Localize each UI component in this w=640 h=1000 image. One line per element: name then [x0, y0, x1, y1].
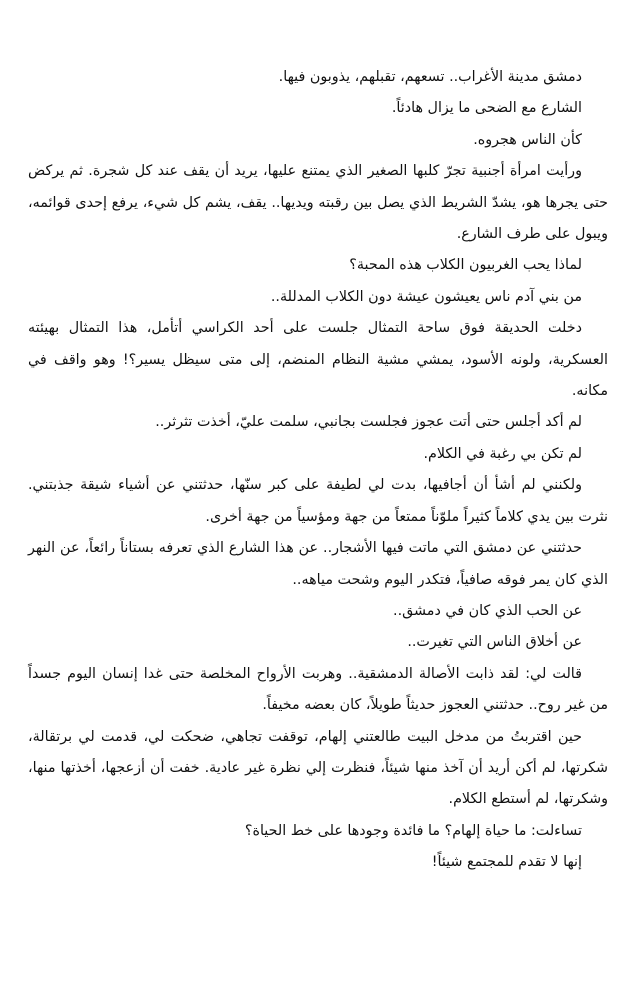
paragraph-16: تساءلت: ما حياة إلهام؟ ما فائدة وجودها على خط الحياة؟: [244, 822, 582, 839]
paragraph-12: عن الحب الذي كان في دمشق..: [393, 602, 582, 619]
paragraph-2: الشارع مع الضحى ما يزال هادئاً.: [391, 100, 582, 117]
paragraph-7: دخلت الحديقة فوق ساحة التمثال جلست على أحد الكراسي أتأمل، هذا التمثال بهيئته العسكرية، ولونه الأسود، يمشي مشية النظام المنضم، إلى متى سيظل يسير؟! وهو واقف في مكانه.: [28, 320, 608, 400]
story-text: [28, 62, 608, 879]
paragraph-13: عن أخلاق الناس التي تغيرت..: [407, 634, 582, 651]
paragraph-9: لم تكن بي رغبة في الكلام.: [423, 445, 582, 462]
paragraph-1: دمشق مدينة الأغراب.. تسعهم، تقبلهم، يذوبون فيها.: [278, 69, 582, 85]
paragraph-15: حين اقتربتُ من مدخل البيت طالعتني إلهام، توقفت تجاهي، ضحكت لي، قدمت لي برتقالة، شكرتها، لم أكن أريد أن آخذ منها شيئاً، فنظرت إلي نظرة غير عادية. خفت أن أزعجها، أخذتها منها، وشكرتها، لم أستطع الكلام.: [28, 728, 608, 808]
paragraph-6: من بني آدم ناس يعيشون عيشة دون الكلاب المدللة..: [270, 288, 582, 305]
paragraph-11: حدثتني عن دمشق التي ماتت فيها الأشجار.. عن هذا الشارع الذي تعرفه بستاناً رائعاً، عن النهر الذي كان يمر فوقه صافياً، فتكدر اليوم وشحت مياهه..: [28, 540, 608, 588]
paragraph-8: لم أكد أجلس حتى أتت عجوز فجلست بجانبي، سلمت عليّ، أخذت تثرثر..: [155, 414, 582, 431]
paragraph-10: ولكنني لم أشأ أن أجافيها، بدت لي لطيفة على كبر سنّها، حدثتني عن أشياء شيقة جذبتني. نثرت بين يدي كلاماً كثيراً ملوّناً ممتعاً من جهة ومؤسياً من جهة أخرى.: [28, 477, 608, 525]
paragraph-5: لماذا يحب الغربيون الكلاب هذه المحبة؟: [349, 257, 582, 274]
paragraph-4: ورأيت امرأة أجنبية تجرّ كلبها الصغير الذي يمتنع عليها، يريد أن يقف عند كل شجرة. ثم يركض حتى يجرها هو، يشدّ الشريط الذي يصل بين رقبته ويديها.. يقف، يشم كل شيء، يرفع إحدى قوائمه، ويبول على طرف الشارع.: [28, 163, 608, 243]
paragraph-14: قالت لي: لقد ذابت الأصالة الدمشقية.. وهربت الأرواح المخلصة حتى غدا إنسان اليوم جسداً من غير روح.. حدثتني العجوز حديثاً طويلاً، كان بعضه مخيفاً.: [28, 665, 608, 714]
paragraph-17: إنها لا تقدم للمجتمع شيئاً!: [431, 854, 582, 871]
paragraph-3: كأن الناس هجروه.: [473, 131, 582, 148]
